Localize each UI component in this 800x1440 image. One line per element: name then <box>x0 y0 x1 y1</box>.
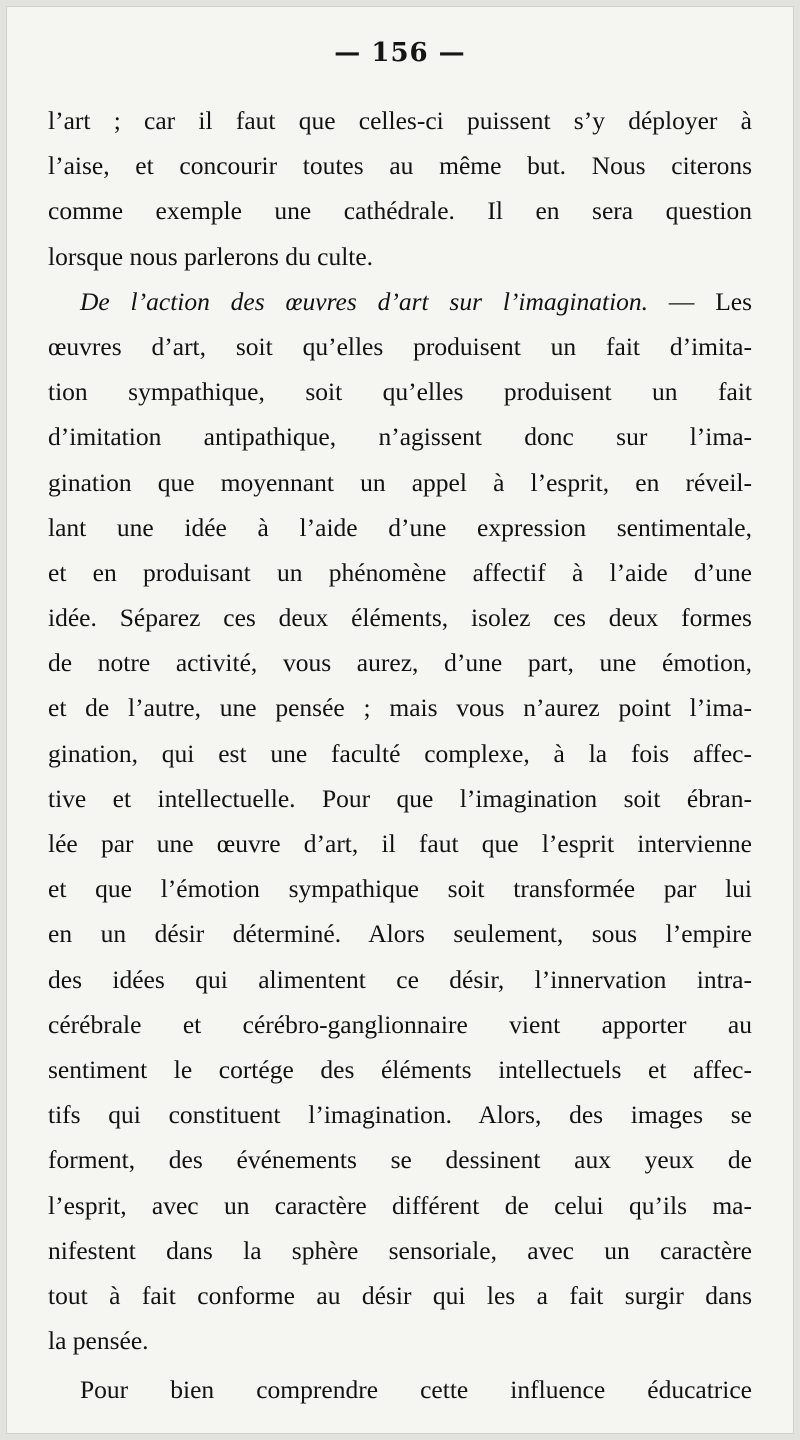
section-lead: — Les <box>668 286 753 316</box>
page-number: — 156 — <box>334 38 466 68</box>
text-line: œuvres d’art, soit qu’elles produisent un fait d’imita- <box>48 331 752 361</box>
text-line: tion sympathique, soit qu’elles produisent un fait <box>48 377 752 407</box>
text-line: lant une idée à l’aide d’une expression sentimentale, <box>48 512 752 542</box>
paragraph-start-line: Pour bien comprendre cette influence éducatrice <box>80 1375 752 1405</box>
text-line: tifs qui constituent l’imagination. Alors, des images se <box>48 1100 752 1130</box>
body-text <box>48 98 752 1412</box>
text-line: l’aise, et concourir toutes au même but. Nous citerons <box>48 151 752 181</box>
text-line: lée par une œuvre d’art, il faut que l’esprit intervienne <box>48 829 752 858</box>
text-line: tive et intellectuelle. Pour que l’imagination soit ébran- <box>48 783 752 813</box>
text-line: et en produisant un phénomène affectif à l’aide d’une <box>48 557 752 587</box>
section-heading-line <box>48 279 752 324</box>
text-line: sentiment le cortége des éléments intellectuels et affec- <box>48 1054 752 1084</box>
text-line: comme exemple une cathédrale. Il en sera question <box>48 196 752 226</box>
text-line: gination, qui est une faculté complexe, à la fois affec- <box>48 738 752 768</box>
text-line: l’esprit, avec un caractère différent de celui qu’ils ma- <box>48 1190 752 1220</box>
text-line: et de l’autre, une pensée ; mais vous n’aurez point l’ima- <box>48 693 752 723</box>
text-line: cérébrale et cérébro-ganglionnaire vient apporter au <box>48 1009 752 1039</box>
section-heading: De l’action des œuvres d’art sur l’imagination. <box>80 286 649 316</box>
text-line: idée. Séparez ces deux éléments, isolez ces deux formes <box>48 603 752 633</box>
text-line: d’imitation antipathique, n’agissent donc sur l’ima- <box>48 422 752 452</box>
text-line: l’art ; car il faut que celles-ci puissent s’y déployer à <box>48 106 752 135</box>
text-line: et que l’émotion sympathique soit transformée par lui <box>48 874 752 904</box>
text-line: tout à fait conforme au désir qui les a fait surgir dans <box>48 1280 752 1310</box>
text-line: forment, des événements se dessinent aux yeux de <box>48 1145 752 1175</box>
text-line: en un désir déterminé. Alors seulement, sous l’empire <box>48 919 752 949</box>
text-line: gination que moyennant un appel à l’esprit, en réveil- <box>48 467 752 497</box>
text-line: des idées qui alimentent ce désir, l’innervation intra- <box>48 964 752 994</box>
text-line: de notre activité, vous aurez, d’une part, une émotion, <box>48 648 752 678</box>
text-line: nifestent dans la sphère sensoriale, avec un caractère <box>48 1235 752 1265</box>
text-line: la pensée. <box>48 1326 149 1356</box>
text-line: lorsque nous parlerons du culte. <box>48 241 374 271</box>
